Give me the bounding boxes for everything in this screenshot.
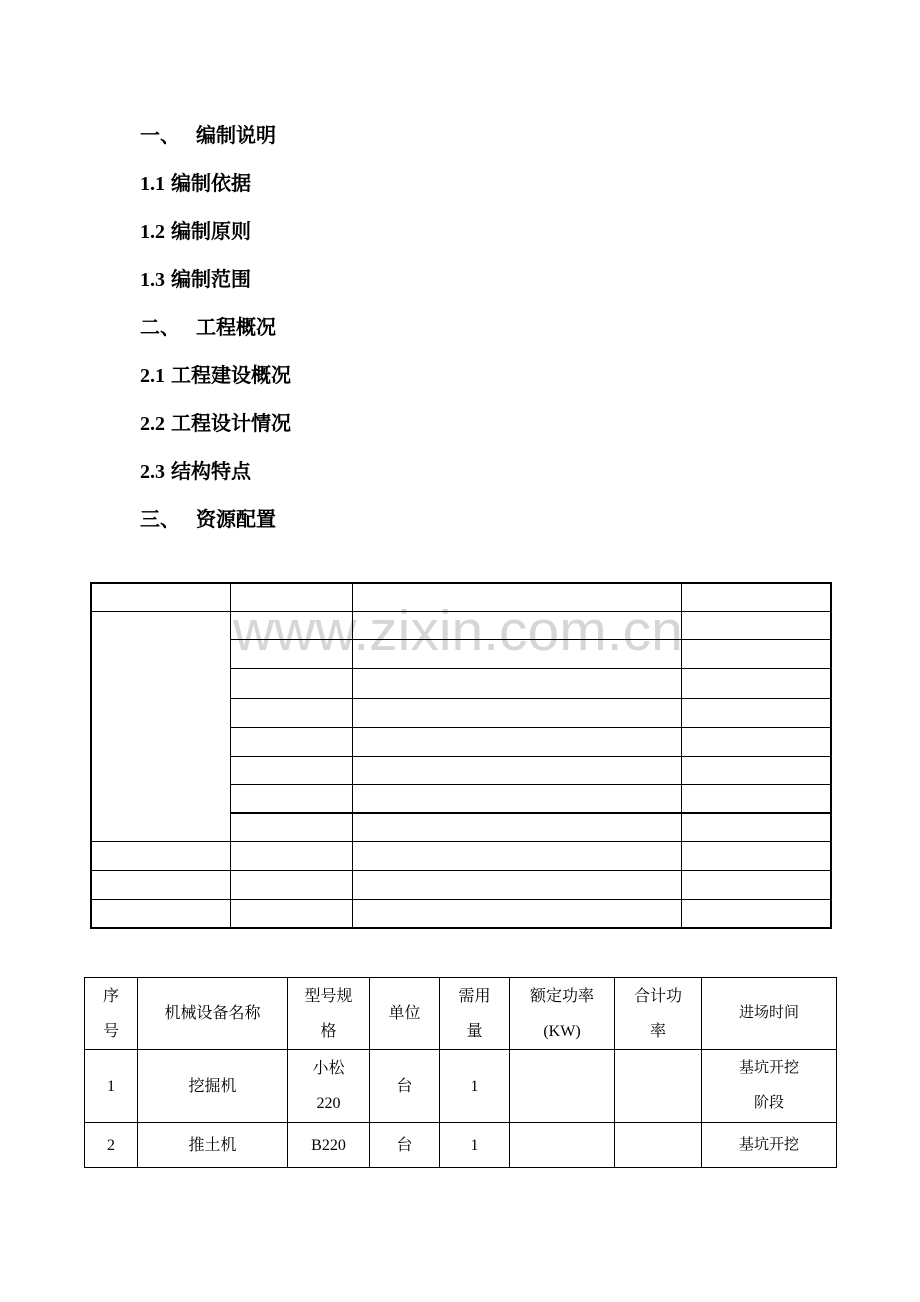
table-cell [510, 1050, 615, 1123]
subsection-heading [140, 208, 291, 256]
blank-table-cell [681, 611, 831, 639]
blank-table-cell [352, 756, 681, 784]
blank-table-cell [230, 583, 352, 611]
blank-table-row [91, 899, 831, 928]
table-cell: 1 [440, 1123, 510, 1168]
blank-table-cell [352, 639, 681, 668]
section-heading [140, 496, 291, 544]
section-number: 二、 [140, 317, 180, 339]
section-number: 三、 [140, 509, 180, 531]
table-cell [615, 1123, 702, 1168]
section-title: 资源配置 [196, 509, 276, 531]
blank-table-cell [230, 756, 352, 784]
subsection-title: 结构特点 [171, 461, 251, 483]
subsection-number: 1.2 [140, 221, 165, 243]
column-header-label: 机械设备名称 [164, 1005, 261, 1023]
blank-table [90, 582, 832, 929]
column-header-label: 进场时间 [738, 1005, 799, 1022]
column-header-label: 合计功率 [633, 987, 682, 1040]
subsection-heading [140, 448, 291, 496]
document-outline [140, 112, 291, 544]
subsection-heading [140, 400, 291, 448]
column-header-label: 型号规格 [304, 987, 353, 1040]
table-row [85, 1123, 837, 1168]
subsection-title: 工程设计情况 [171, 413, 291, 435]
subsection-number: 2.1 [140, 365, 165, 387]
blank-table-cell [681, 841, 831, 870]
subsection-heading [140, 160, 291, 208]
table-cell: 2 [85, 1123, 138, 1168]
table-cell [615, 1050, 702, 1123]
column-header-label: 单位 [388, 1005, 421, 1023]
section-heading [140, 304, 291, 352]
column-header [370, 978, 440, 1050]
subsection-number: 2.2 [140, 413, 165, 435]
table-cell-text: 小松220 [312, 1060, 345, 1112]
blank-table-row [91, 611, 831, 639]
blank-table-cell [230, 784, 352, 813]
table-cell: 1 [440, 1050, 510, 1123]
blank-table-cell [230, 698, 352, 727]
table-cell: 台 [370, 1050, 440, 1123]
table-cell [510, 1123, 615, 1168]
section-title: 工程概况 [196, 317, 276, 339]
blank-table-cell [230, 841, 352, 870]
table-cell: 推土机 [138, 1123, 288, 1168]
subsection-number: 1.1 [140, 173, 165, 195]
blank-table-cell [230, 611, 352, 639]
blank-table-cell [681, 899, 831, 928]
blank-table-row [91, 841, 831, 870]
column-header-label: 序号 [102, 987, 119, 1040]
blank-table-cell [91, 841, 230, 870]
column-header [615, 978, 702, 1050]
subsection-title: 编制原则 [171, 221, 251, 243]
subsection-number: 2.3 [140, 461, 165, 483]
blank-table-cell [681, 727, 831, 756]
blank-table-cell [352, 668, 681, 698]
blank-table-cell [91, 583, 230, 611]
blank-table-cell [681, 813, 831, 841]
table-row [85, 1050, 837, 1123]
blank-table-cell [681, 583, 831, 611]
blank-table-cell [230, 813, 352, 841]
blank-table-row [91, 870, 831, 899]
blank-table-cell [681, 698, 831, 727]
subsection-heading [140, 352, 291, 400]
column-header-label: 需用量 [458, 987, 491, 1040]
table-cell: 挖掘机 [138, 1050, 288, 1123]
blank-table-cell [681, 639, 831, 668]
column-header [85, 978, 138, 1050]
column-header [440, 978, 510, 1050]
column-header [702, 978, 837, 1050]
blank-table-cell [352, 611, 681, 639]
blank-table-cell [352, 727, 681, 756]
column-header [138, 978, 288, 1050]
blank-table-cell [352, 784, 681, 813]
section-heading [140, 112, 291, 160]
blank-table-cell [91, 899, 230, 928]
blank-table-cell [681, 784, 831, 813]
section-number: 一、 [140, 125, 180, 147]
equipment-table [84, 977, 837, 1168]
blank-table-cell [230, 899, 352, 928]
column-header-label: 额定功率(KW) [529, 987, 594, 1040]
table-cell: B220 [288, 1123, 370, 1168]
blank-table-cell [352, 899, 681, 928]
blank-table-cell [352, 583, 681, 611]
subsection-title: 工程建设概况 [171, 365, 291, 387]
blank-table-cell [352, 813, 681, 841]
blank-table-merged-cell [91, 611, 230, 841]
blank-table-row [91, 583, 831, 611]
equipment-table-header-row [85, 978, 837, 1050]
column-header [288, 978, 370, 1050]
blank-table-cell [91, 870, 230, 899]
table-cell [702, 1050, 837, 1123]
subsection-title: 编制范围 [171, 269, 251, 291]
blank-table-cell [352, 841, 681, 870]
table-cell-text: 基坑开挖阶段 [738, 1060, 799, 1111]
blank-table-cell [681, 756, 831, 784]
table-cell: 台 [370, 1123, 440, 1168]
section-title: 编制说明 [196, 125, 276, 147]
table-cell: 基坑开挖 [702, 1123, 837, 1168]
blank-table-cell [352, 698, 681, 727]
blank-table-cell [230, 727, 352, 756]
subsection-number: 1.3 [140, 269, 165, 291]
blank-table-cell [230, 668, 352, 698]
watermark: www.zixin.com.cn [233, 599, 683, 663]
column-header [510, 978, 615, 1050]
subsection-heading [140, 256, 291, 304]
blank-table-cell [230, 639, 352, 668]
blank-table-cell [681, 870, 831, 899]
table-cell: 1 [85, 1050, 138, 1123]
blank-table-cell [230, 870, 352, 899]
blank-table-cell [681, 668, 831, 698]
blank-table-cell [352, 870, 681, 899]
table-cell [288, 1050, 370, 1123]
subsection-title: 编制依据 [171, 173, 251, 195]
